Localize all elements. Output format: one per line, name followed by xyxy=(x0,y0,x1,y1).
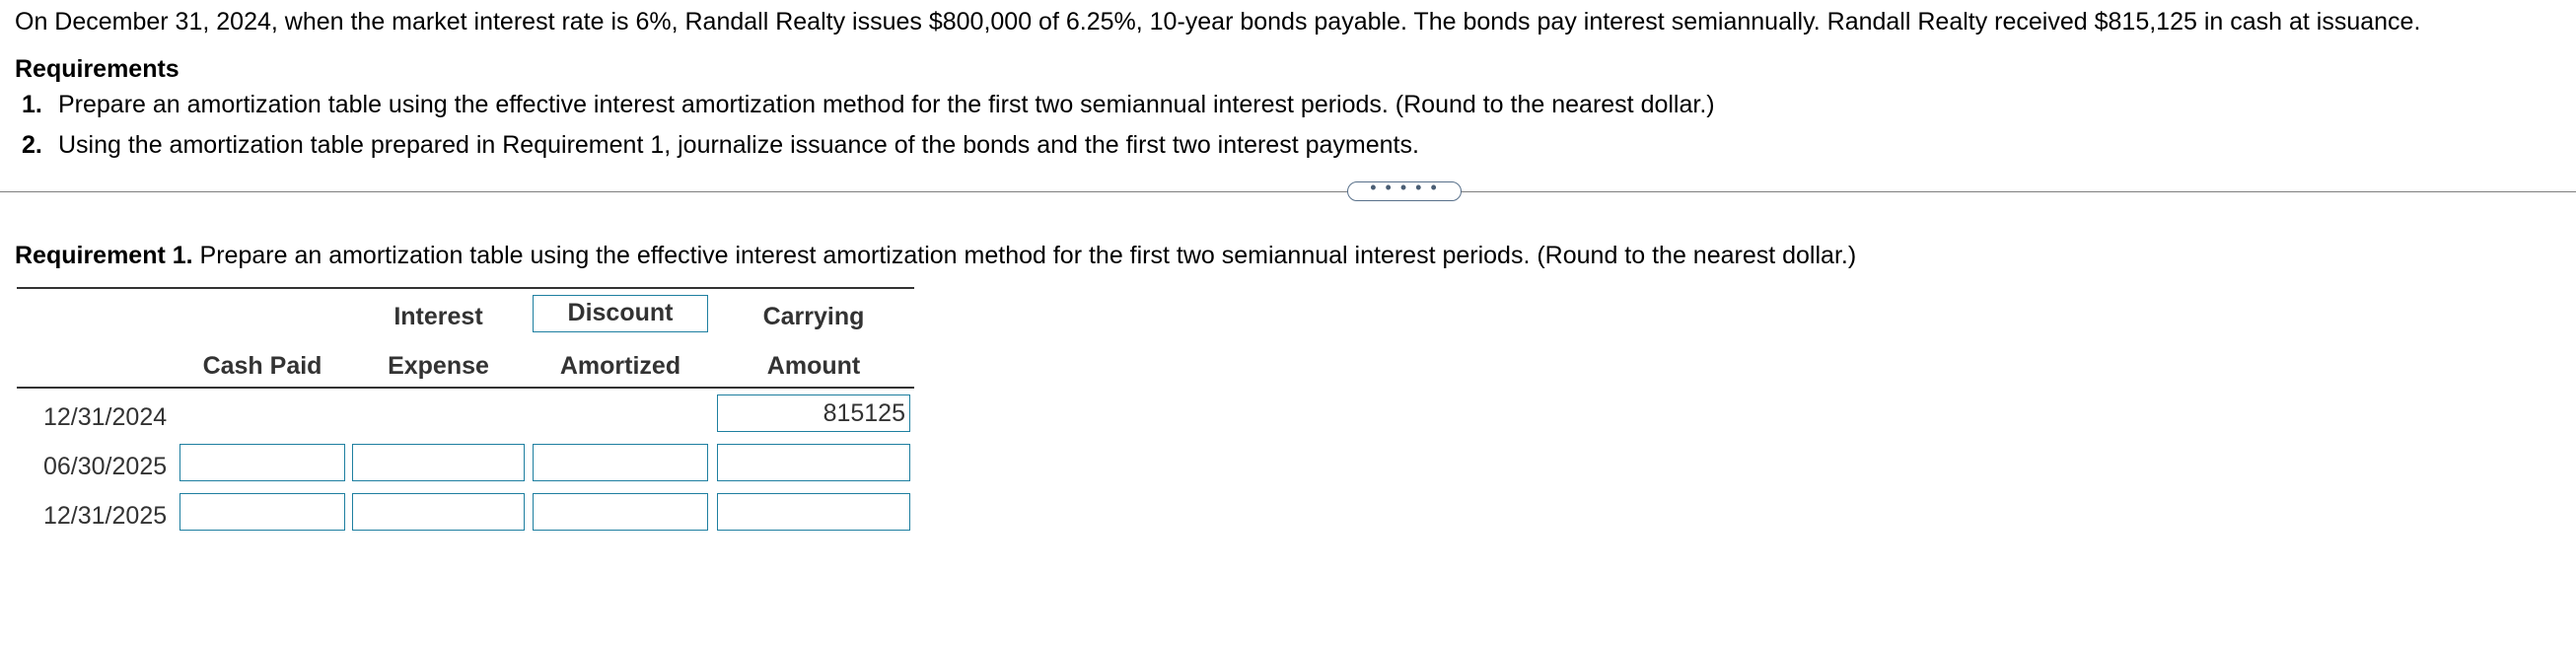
row-date: 12/31/2025 xyxy=(43,502,168,530)
requirement-1-label: Requirement 1. xyxy=(15,242,193,269)
requirement-number: 2. xyxy=(22,131,42,159)
header-cash-paid: Cash Paid xyxy=(202,352,322,380)
header-expense: Expense xyxy=(388,352,489,380)
amortized-input[interactable] xyxy=(533,444,708,481)
table-top-rule xyxy=(17,287,914,289)
carrying-amount-input[interactable] xyxy=(717,394,910,432)
header-amortized: Amortized xyxy=(559,352,681,380)
carrying-amount-input[interactable] xyxy=(717,493,910,531)
requirement-number: 1. xyxy=(22,91,42,118)
table-header-rule xyxy=(17,387,914,389)
header-carrying: Carrying xyxy=(762,303,865,330)
carrying-amount-input[interactable] xyxy=(717,444,910,481)
amortized-input[interactable] xyxy=(533,493,708,531)
requirement-item-2 xyxy=(22,127,1419,163)
section-divider xyxy=(0,191,2576,192)
header-amount: Amount xyxy=(766,352,861,380)
requirement-item-1 xyxy=(22,87,1715,122)
requirement-1-text: Prepare an amortization table using the effective interest amortization method for the first two semiannual interest periods. (Round to the nearest dollar.) xyxy=(192,242,1857,269)
requirement-text: Using the amortization table prepared in Requirement 1, journalize issuance of the bonds and the first two interest payments. xyxy=(58,131,1419,159)
discount-premium-select[interactable]: Discount xyxy=(533,295,708,332)
interest-expense-input[interactable] xyxy=(352,493,525,531)
interest-expense-input[interactable] xyxy=(352,444,525,481)
row-date: 06/30/2025 xyxy=(43,453,168,480)
expand-collapse-handle[interactable]: • • • • • xyxy=(1347,181,1462,201)
requirement-text: Prepare an amortization table using the effective interest amortization method for the first two semiannual interest periods. (Round to the nearest dollar.) xyxy=(58,91,1715,118)
requirements-heading: Requirements xyxy=(15,55,179,83)
row-date: 12/31/2024 xyxy=(43,403,168,431)
cash-paid-input[interactable] xyxy=(179,493,345,531)
header-interest: Interest xyxy=(394,303,483,330)
problem-statement: On December 31, 2024, when the market interest rate is 6%, Randall Realty issues $800,000 of 6.25%, 10-year bonds payable. The bonds pay interest semiannually. Randall Realty received $815,125 in cash at issuance. xyxy=(15,8,2421,36)
cash-paid-input[interactable] xyxy=(179,444,345,481)
requirement-1-prompt xyxy=(15,238,1856,273)
